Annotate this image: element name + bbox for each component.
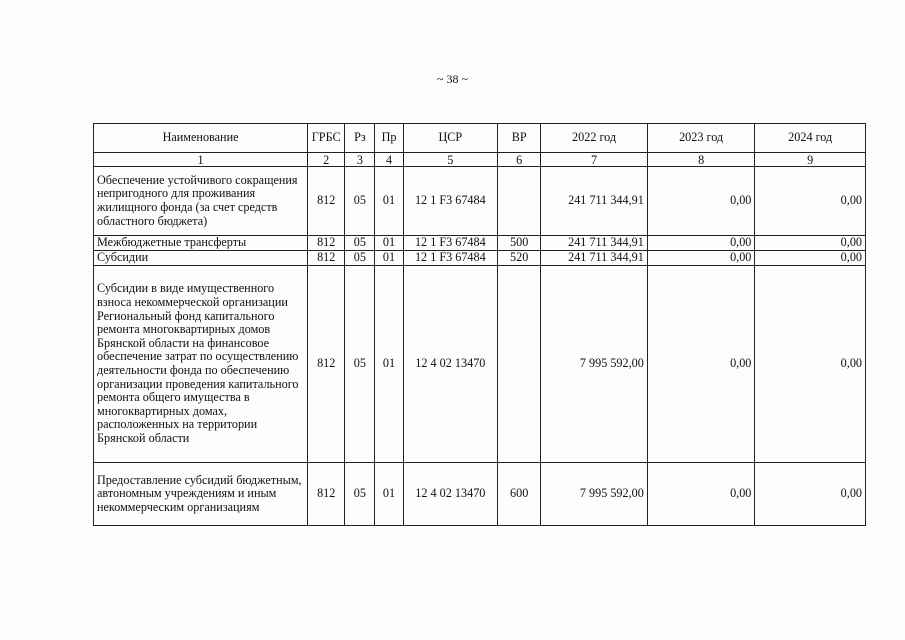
row-2022: 7 995 592,00 [541,266,648,463]
row-vr [498,167,541,236]
row-2022: 241 711 344,91 [541,236,648,251]
row-grbs: 812 [308,463,345,526]
row-rz: 05 [345,463,375,526]
column-number: 3 [345,153,375,167]
col-header-csr: ЦСР [403,124,497,153]
row-2022: 7 995 592,00 [541,463,648,526]
table-row [94,236,866,251]
column-number: 4 [375,153,403,167]
col-header-vr: ВР [498,124,541,153]
row-name: Обеспечение устойчивого сокращения непригодного для проживания жилищного фонда (за счет средств областного бюджета) [94,167,308,236]
row-csr: 12 4 02 13470 [403,266,497,463]
column-number: 1 [94,153,308,167]
row-vr: 520 [498,251,541,266]
table-row [94,463,866,526]
row-csr: 12 1 F3 67484 [403,236,497,251]
row-grbs: 812 [308,266,345,463]
row-rz: 05 [345,251,375,266]
row-name: Субсидии в виде имущественного взноса некоммерческой организации Региональный фонд капитального ремонта многоквартирных домов Брянской области на финансовое обеспечение затрат по осуществлению деятельности фонда по обеспечению организации проведения капитального ремонта общего имущества в многоквартирных домах, расположенных на территории Брянской области [94,266,308,463]
table-row [94,266,866,463]
row-2022: 241 711 344,91 [541,251,648,266]
row-pr: 01 [375,167,403,236]
row-vr: 600 [498,463,541,526]
row-2024: 0,00 [755,266,866,463]
column-number: 7 [541,153,648,167]
row-2023: 0,00 [647,251,755,266]
table-row [94,167,866,236]
row-2022: 241 711 344,91 [541,167,648,236]
column-number: 5 [403,153,497,167]
row-grbs: 812 [308,251,345,266]
column-number: 9 [755,153,866,167]
row-vr: 500 [498,236,541,251]
row-pr: 01 [375,236,403,251]
row-name: Субсидии [94,251,308,266]
row-2023: 0,00 [647,236,755,251]
row-csr: 12 4 02 13470 [403,463,497,526]
row-rz: 05 [345,167,375,236]
col-header-2024: 2024 год [755,124,866,153]
col-header-rz: Рз [345,124,375,153]
column-number-row [94,153,866,167]
column-number: 6 [498,153,541,167]
col-header-name: Наименование [94,124,308,153]
budget-table [93,123,866,526]
row-2024: 0,00 [755,167,866,236]
row-2024: 0,00 [755,236,866,251]
row-2024: 0,00 [755,463,866,526]
row-name: Предоставление субсидий бюджетным, автономным учреждениям и иным некоммерческим организациям [94,463,308,526]
col-header-2022: 2022 год [541,124,648,153]
table-row [94,251,866,266]
row-grbs: 812 [308,236,345,251]
column-number: 8 [647,153,755,167]
row-pr: 01 [375,463,403,526]
row-grbs: 812 [308,167,345,236]
row-csr: 12 1 F3 67484 [403,167,497,236]
row-pr: 01 [375,266,403,463]
page-number: ~ 38 ~ [437,72,468,86]
header-row [94,124,866,153]
col-header-grbs: ГРБС [308,124,345,153]
col-header-2023: 2023 год [647,124,755,153]
column-number: 2 [308,153,345,167]
row-2023: 0,00 [647,167,755,236]
row-2023: 0,00 [647,266,755,463]
row-vr [498,266,541,463]
row-rz: 05 [345,236,375,251]
row-csr: 12 1 F3 67484 [403,251,497,266]
row-2023: 0,00 [647,463,755,526]
row-rz: 05 [345,266,375,463]
row-2024: 0,00 [755,251,866,266]
row-name: Межбюджетные трансферты [94,236,308,251]
row-pr: 01 [375,251,403,266]
col-header-pr: Пр [375,124,403,153]
